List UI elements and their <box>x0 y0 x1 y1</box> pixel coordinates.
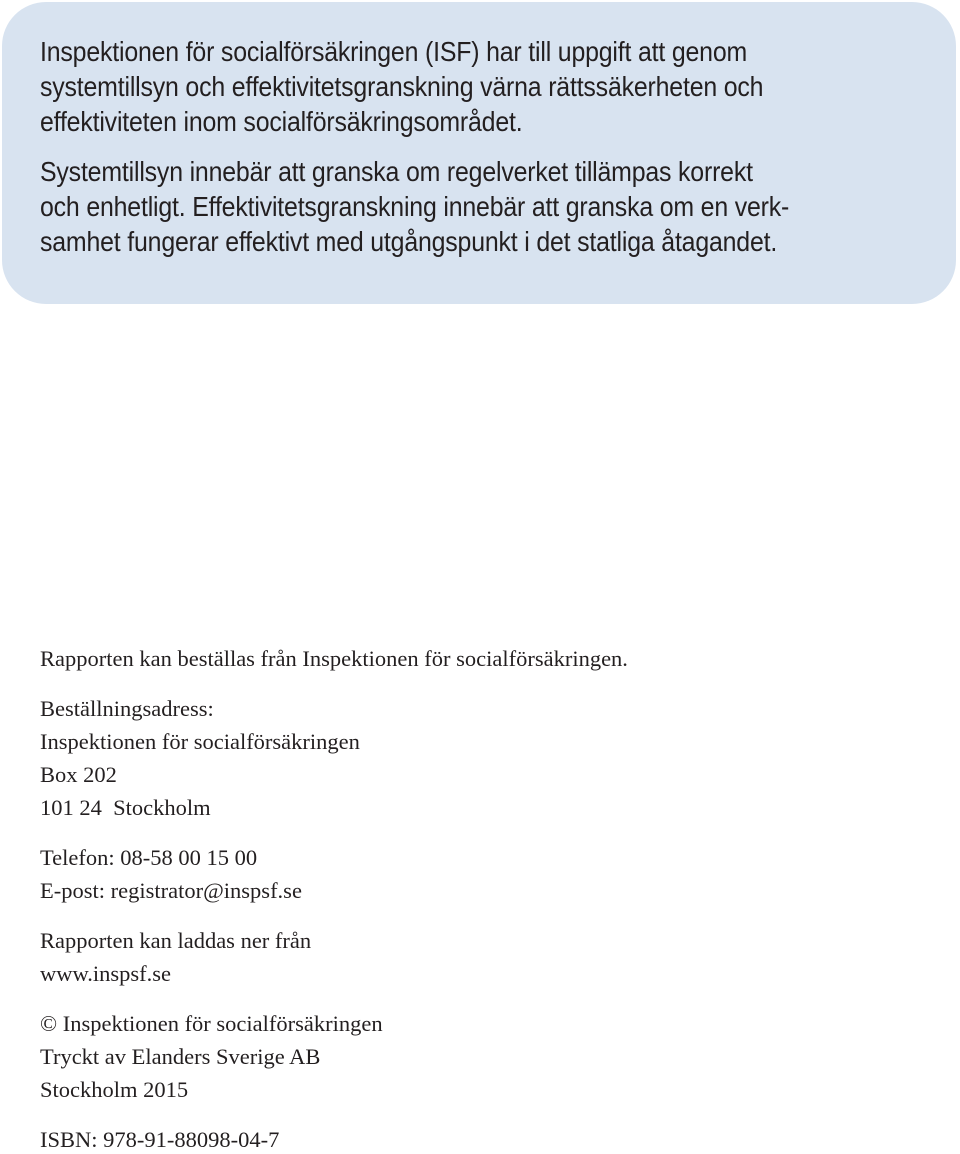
isbn-number: ISBN: 978-91-88098-04-7 <box>40 1127 280 1152</box>
download-note: Rapporten kan laddas ner från <box>40 928 312 953</box>
email-address: E-post: registrator@inspsf.se <box>40 878 302 903</box>
mission-line: Inspektionen för socialförsäkringen (ISF) har till uppgift att genom <box>40 36 748 67</box>
isf-definition-paragraph <box>40 154 818 259</box>
isf-mission-paragraph <box>40 34 818 139</box>
printer-notice: Tryckt av Elanders Sverige AB <box>40 1044 321 1069</box>
definition-line: samhet fungerar effektivt med utgångspunkt i det statliga åtagandet. <box>40 226 778 257</box>
address-box: Box 202 <box>40 762 117 787</box>
address-name: Inspektionen för socialförsäkringen <box>40 729 360 754</box>
definition-line: Systemtillsyn innebär att granska om regelverket tillämpas korrekt <box>40 156 753 187</box>
address-city: 101 24 Stockholm <box>40 795 211 820</box>
copyright-notice: © Inspektionen för socialförsäkringen <box>40 1011 383 1036</box>
place-year: Stockholm 2015 <box>40 1077 189 1102</box>
order-note: Rapporten kan beställas från Inspektionen för socialförsäkringen. <box>40 646 628 671</box>
mission-line: systemtillsyn och effektivitetsgranskning värna rättssäkerheten och <box>40 71 764 102</box>
address-label: Beställningsadress: <box>40 696 214 721</box>
website-link[interactable]: www.inspsf.se <box>40 961 172 986</box>
phone-number: Telefon: 08-58 00 15 00 <box>40 845 258 870</box>
mission-line: effektiviteten inom socialförsäkringsområdet. <box>40 106 523 137</box>
definition-line: och enhetligt. Effektivitetsgranskning innebär att granska om en verk- <box>40 191 790 222</box>
